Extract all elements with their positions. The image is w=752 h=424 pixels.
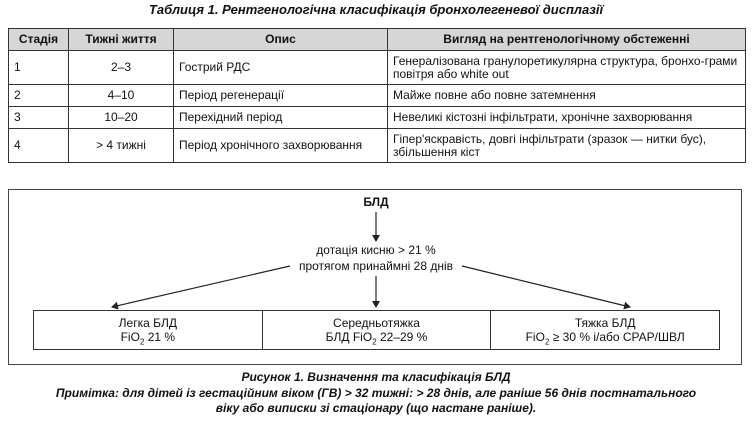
cell-xray: Майже повне або повне затемнення <box>388 85 746 107</box>
fio2-subscript: 2 <box>544 337 550 347</box>
cell-weeks: 2–3 <box>69 51 174 85</box>
cell-weeks: 10–20 <box>69 107 174 129</box>
figure-note-line-2: віку або виписки зі стаціонару (що настане раніше). <box>215 401 537 415</box>
severity-fio2 <box>120 330 176 347</box>
cell-description: Перехідний період <box>174 107 388 129</box>
header-weeks: Тижні життя <box>69 29 174 51</box>
severity-severe <box>491 311 719 349</box>
fio2-subscript: 2 <box>139 337 145 347</box>
severity-fio2 <box>325 330 428 347</box>
severity-moderate <box>263 311 492 349</box>
cell-description: Гострий РДС <box>174 51 388 85</box>
criteria-text-2: протягом принаймні 28 днів <box>298 259 454 273</box>
cell-stage: 1 <box>9 51 69 85</box>
fio2-prefix: FiO <box>120 330 140 344</box>
figure-note-line-1: Примітка: для дітей із гестаційним віком (ГВ) > 32 тижні: > 28 днів, але раніше 56 днів постнатального <box>55 386 697 400</box>
cell-weeks: 4–10 <box>69 85 174 107</box>
cell-stage: 3 <box>9 107 69 129</box>
fio2-subscript: 2 <box>372 337 377 347</box>
severity-mild <box>34 311 263 349</box>
cell-xray: Невеликі кістозні інфільтрати, хронічне захворювання <box>388 107 746 129</box>
cell-xray: Гіпер'яскравість, довгі інфільтрати (зразок — нитки бус), збільшення кіст <box>388 129 746 163</box>
table-title: Таблиця 1. Рентгенологічна класифікація бронхолегеневої дисплазії <box>148 2 604 17</box>
criteria-line-2 <box>0 259 752 273</box>
cell-description: Період регенерації <box>174 85 388 107</box>
fio2-prefix: БЛД FiO <box>325 330 373 344</box>
severity-row <box>33 310 720 350</box>
diagram-title: БЛД <box>363 195 389 209</box>
fio2-value: 22–29 % <box>376 330 428 344</box>
criteria-line-1 <box>0 243 752 257</box>
fio2-value: 21 % <box>144 330 176 344</box>
severity-name: Середньотяжка <box>333 316 420 330</box>
criteria-text-1: дотація кисню > 21 % <box>316 243 436 257</box>
severity-name: Тяжка БЛД <box>574 316 636 330</box>
figure-caption: Рисунок 1. Визначення та класифікація БЛД <box>241 370 511 384</box>
cell-weeks: > 4 тижні <box>69 129 174 163</box>
header-xray: Вигляд на рентгенологічному обстеженні <box>388 29 746 51</box>
severity-name: Легка БЛД <box>118 316 177 330</box>
header-description: Опис <box>174 29 388 51</box>
fio2-prefix: FiO <box>525 330 545 344</box>
cell-description: Період хронічного захворювання <box>174 129 388 163</box>
cell-xray: Генералізована гранулоретикулярна структура, бронхо-грами повітря або white out <box>388 51 746 85</box>
header-stage: Стадія <box>9 29 69 51</box>
fio2-value: ≥ 30 % і/або CPAP/ШВЛ <box>549 330 685 344</box>
cell-stage: 2 <box>9 85 69 107</box>
severity-fio2 <box>525 330 685 347</box>
cell-stage: 4 <box>9 129 69 163</box>
